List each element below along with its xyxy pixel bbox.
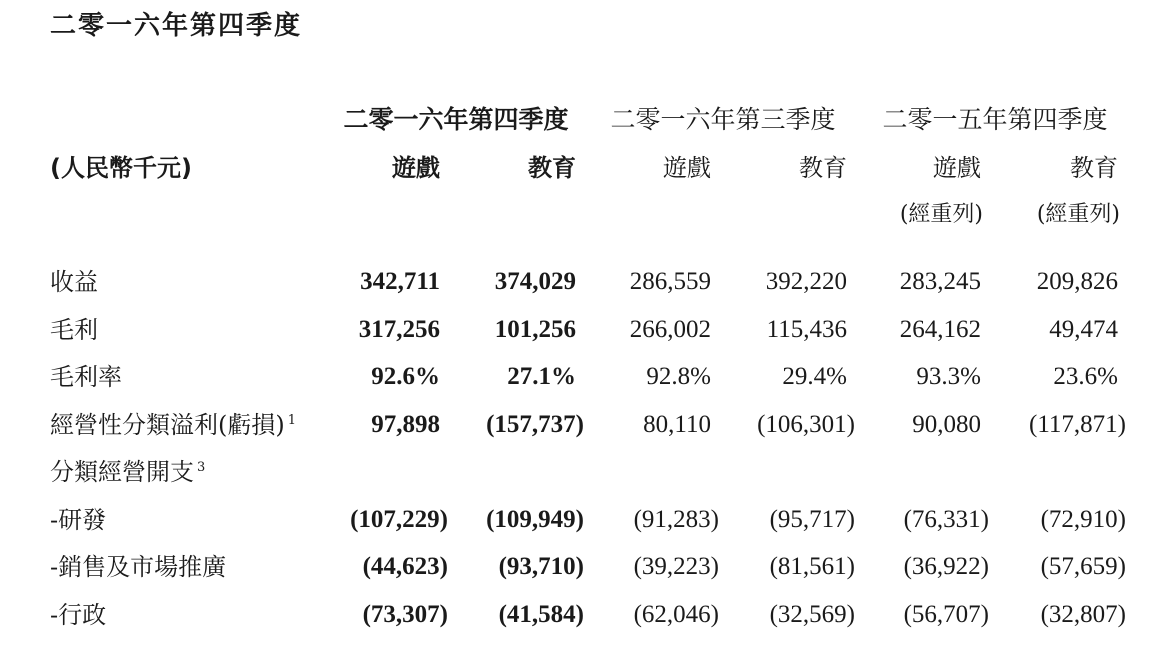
row-label <box>50 504 106 536</box>
row-label-text: -行政 <box>50 601 107 629</box>
segment-header: 教育 <box>1070 154 1118 182</box>
table-cell: (76,331) <box>903 506 989 533</box>
table-cell: (72,910) <box>1040 506 1126 533</box>
row-label-text: -研發 <box>50 506 107 534</box>
table-cell: 374,029 <box>494 268 576 295</box>
table-cell: 317,256 <box>358 316 440 343</box>
table-cell: 392,220 <box>765 268 847 295</box>
footnote-marker: 3 <box>197 460 206 475</box>
table-cell: 209,826 <box>1036 268 1118 295</box>
page-title: 二零一六年第四季度 <box>50 11 303 41</box>
table-cell: (73,307) <box>362 601 448 628</box>
table-cell: (106,301) <box>757 411 855 438</box>
table-cell: 90,080 <box>912 411 981 438</box>
table-cell: (157,737) <box>486 411 584 438</box>
table-cell: 286,559 <box>629 268 711 295</box>
table-cell: 27.1% <box>507 363 576 390</box>
table-cell: 23.6% <box>1053 363 1118 390</box>
row-label-text: 收益 <box>50 268 98 296</box>
table-cell: 97,898 <box>371 411 440 438</box>
row-label <box>50 456 205 488</box>
table-cell: 92.8% <box>646 363 711 390</box>
segment-header: 教育 <box>528 153 576 182</box>
row-label <box>50 361 122 393</box>
period-header: 二零一五年第四季度 <box>882 105 1108 134</box>
table-cell: 266,002 <box>629 316 711 343</box>
table-cell: (36,922) <box>903 553 989 580</box>
segment-header: 遊戲 <box>663 154 711 182</box>
row-label-text: 毛利 <box>50 316 98 344</box>
row-label-text: 毛利率 <box>50 363 122 391</box>
row-label <box>50 551 226 583</box>
row-label-text: 分類經營開支 <box>50 458 194 486</box>
table-cell: 342,711 <box>360 268 440 295</box>
table-cell: (32,569) <box>769 601 855 628</box>
table-cell: 80,110 <box>643 411 711 438</box>
table-cell: (41,584) <box>498 601 584 628</box>
restated-note: (經重列) <box>899 202 983 227</box>
row-label <box>50 266 98 298</box>
segment-header: 遊戲 <box>392 153 440 182</box>
table-cell: (57,659) <box>1040 553 1126 580</box>
row-label-text: -銷售及市場推廣 <box>50 553 227 581</box>
table-cell: (44,623) <box>362 553 448 580</box>
table-cell: (81,561) <box>769 553 855 580</box>
table-cell: (107,229) <box>350 506 448 533</box>
row-label <box>50 599 106 631</box>
table-cell: (62,046) <box>633 601 719 628</box>
segment-header: 遊戲 <box>933 154 981 182</box>
table-cell: (91,283) <box>633 506 719 533</box>
period-header: 二零一六年第四季度 <box>343 105 569 134</box>
period-header: 二零一六年第三季度 <box>610 105 836 134</box>
table-cell: (32,807) <box>1040 601 1126 628</box>
table-cell: 92.6% <box>371 363 440 390</box>
table-cell: 283,245 <box>899 268 981 295</box>
restated-note: (經重列) <box>1036 202 1120 227</box>
table-cell: (39,223) <box>633 553 719 580</box>
table-cell: (56,707) <box>903 601 989 628</box>
table-cell: 49,474 <box>1049 316 1118 343</box>
table-cell: (109,949) <box>486 506 584 533</box>
unit-label: (人民幣千元) <box>50 154 192 182</box>
footnote-marker: 1 <box>287 413 297 428</box>
table-cell: 115,436 <box>766 316 847 343</box>
segment-header: 教育 <box>799 154 847 182</box>
table-cell: 93.3% <box>916 363 981 390</box>
table-cell: 29.4% <box>782 363 847 390</box>
row-label <box>50 314 98 346</box>
row-label-text: 經營性分類溢利(虧損) <box>50 411 285 439</box>
table-cell: 101,256 <box>494 316 576 343</box>
table-cell: (117,871) <box>1029 411 1126 438</box>
table-cell: 264,162 <box>899 316 981 343</box>
row-label <box>50 409 296 441</box>
table-cell: (95,717) <box>769 506 855 533</box>
table-cell: (93,710) <box>498 553 584 580</box>
